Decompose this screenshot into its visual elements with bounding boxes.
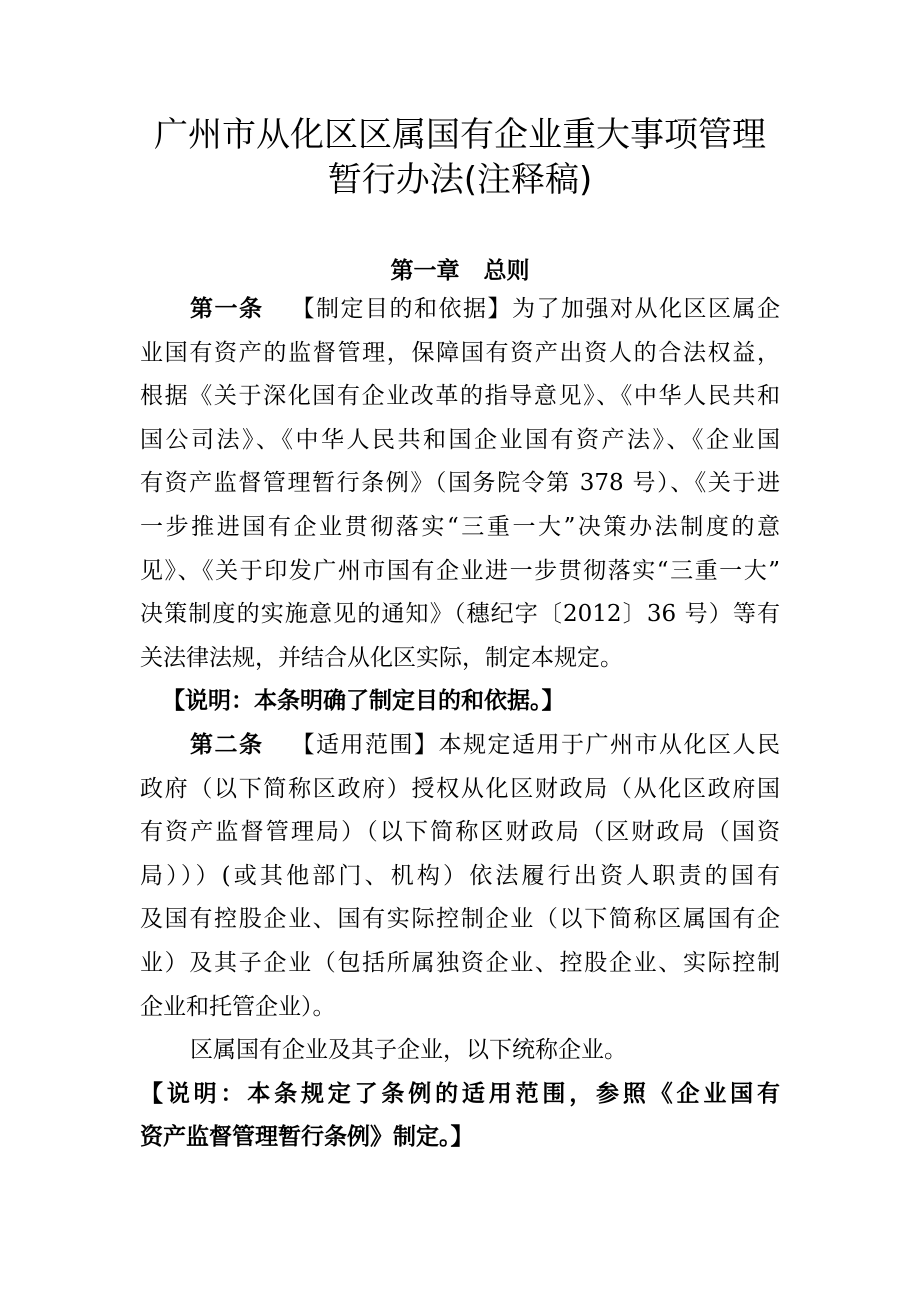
article-1-line: 有资产监督管理暂行条例》（国务院令第 378 号）、《关于进 xyxy=(140,470,780,497)
article-2-line: 及国有控股企业、国有实际控制企业（以下简称区属国有企 xyxy=(140,906,780,933)
article-1-line: 业国有资产的监督管理，保障国有资产出资人的合法权益， xyxy=(140,339,780,366)
chapter-number: 第一章 xyxy=(390,258,460,284)
document-title-line-2: 暂行办法(注释稿) xyxy=(327,160,593,200)
article-1-line: 一步推进国有企业贯彻落实“三重一大”决策办法制度的意 xyxy=(140,513,780,540)
article-1-label: 第一条 xyxy=(190,296,264,322)
article-2-line: 局）））(或其他部门、机构）依法履行出资人职责的国有 xyxy=(140,862,780,889)
article-2-paragraph-2: 区属国有企业及其子企业，以下统称企业。 xyxy=(190,1037,627,1064)
article-1-line: 关法律法规，并结合从化区实际，制定本规定。 xyxy=(140,644,623,671)
article-1-line: 国公司法》、《中华人民共和国企业国有资产法》、《企业国 xyxy=(140,426,780,453)
article-2-note-line: 资产监督管理暂行条例》制定。】 xyxy=(140,1124,474,1151)
chapter-heading xyxy=(0,252,920,285)
article-1-line: 决策制度的实施意见的通知》（穗纪字〔2012〕36 号）等有 xyxy=(140,601,780,628)
article-2-line: 企业和托管企业）。 xyxy=(140,993,336,1020)
article-2-line: 政府（以下简称区政府）授权从化区财政局（从化区政府国 xyxy=(140,775,780,802)
article-1-line: 根据《关于深化国有企业改革的指导意见》、《中华人民共和 xyxy=(140,383,780,410)
article-1-line: 见》、《关于印发广州市国有企业进一步贯彻落实“三重一大” xyxy=(140,557,780,584)
document-body xyxy=(140,288,780,1160)
article-1-line xyxy=(140,288,780,332)
article-2-line: 有资产监督管理局）（以下简称区财政局（区财政局（国资 xyxy=(140,819,780,846)
article-2-label: 第二条 xyxy=(190,731,264,758)
article-2-line xyxy=(140,724,780,768)
chapter-name: 总则 xyxy=(483,258,530,284)
article-1-text: 【制定目的和依据】为了加强对从化区区属企 xyxy=(291,296,780,322)
article-2-text: 【适用范围】本规定适用于广州市从化区人民 xyxy=(291,731,780,758)
article-2-line: 业）及其子企业（包括所属独资企业、控股企业、实际控制 xyxy=(140,949,780,976)
article-1-note: 【说明：本条明确了制定目的和依据。】 xyxy=(162,688,565,715)
article-2-note-line: 【说明：本条规定了条例的适用范围，参照《企业国有 xyxy=(140,1080,780,1107)
document-title-line-1: 广州市从化区区属国有企业重大事项管理 xyxy=(154,115,766,155)
